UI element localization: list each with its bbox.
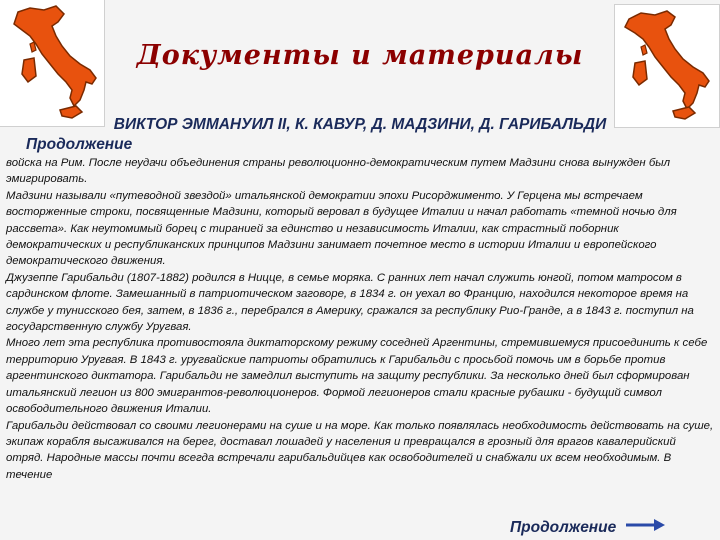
italy-map-icon [615,5,719,127]
italy-map-left [0,0,105,127]
document-body [6,155,714,483]
section-subtitle: ВИКТОР ЭММАНУИЛ II, К. КАВУР, Д. МАДЗИНИ, Д. ГАРИБАЛЬДИ [113,116,607,133]
paragraph: Гарибальди действовал со своими легионерами на суше и на море. Как только появлялась необходимость действовать на суше, экипаж корабля высаживался на берег, доставал лошадей у населения и превращался в грозный для врагов кавалерийский отряд. Народные массы почти всегда встречали гарибальдийцев как освободителей и снабжали их всем необходимым. В течение [6,419,714,481]
paragraph: Джузеппе Гарибальди (1807-1882) родился в Ницце, в семье моряка. С ранних лет начал служить юнгой, потом матросом в сардинском флоте. Замешанный в патриотическом заговоре, в 1834 г. он уехал во Францию, находился некоторое время на службе у тунисского бея, затем, в 1836 г., перебрался в Америку, сражался за республику Рио-Гранде, а в 1843 г. поступил на государственную службу Уругвая. [6,271,694,334]
arrow-right-icon[interactable] [624,518,666,537]
paragraph: Мадзини называли «путеводной звездой» итальянской демократии эпохи Рисорджименто. У Герцена мы встречаем восторженные строки, посвященные Мадзини, который веровал в будущее Италии и начал работать «темной ночью для рассвета». Как неутомимый борец с тиранией за единство и независимость Италии, как страстный поборник демократических и республиканских принципов Мадзини занимает почетное место в истории Италии и европейского демократического движения. [6,189,677,268]
italy-map-icon [0,0,104,126]
continue-link-top[interactable]: Продолжение [26,136,133,153]
paragraph: Много лет эта республика противостояла диктаторскому режиму соседней Аргентины, стремившемуся присоединить к себе территорию Уругвая. В 1843 г. уругвайские патриоты обратились к Гарибальди с просьбой помочь им в борьбе против аргентинского диктатора. Гарибальди не замедлил выступить на защиту республики. За несколько дней был сформирован итальянский легион из 800 эмигрантов-революционеров. Формой легионеров стали красные рубашки - будущий символ освободительного движения Италии. [6,337,708,416]
continue-button-bottom[interactable] [510,518,666,537]
italy-map-right [614,4,720,128]
page-title: Документы и материалы [136,40,584,71]
continue-label: Продолжение [510,518,617,536]
paragraph: войска на Рим. После неудачи объединения страны революционно-демократическим путем Мадзини снова вынужден был эмигрировать. [6,157,671,186]
